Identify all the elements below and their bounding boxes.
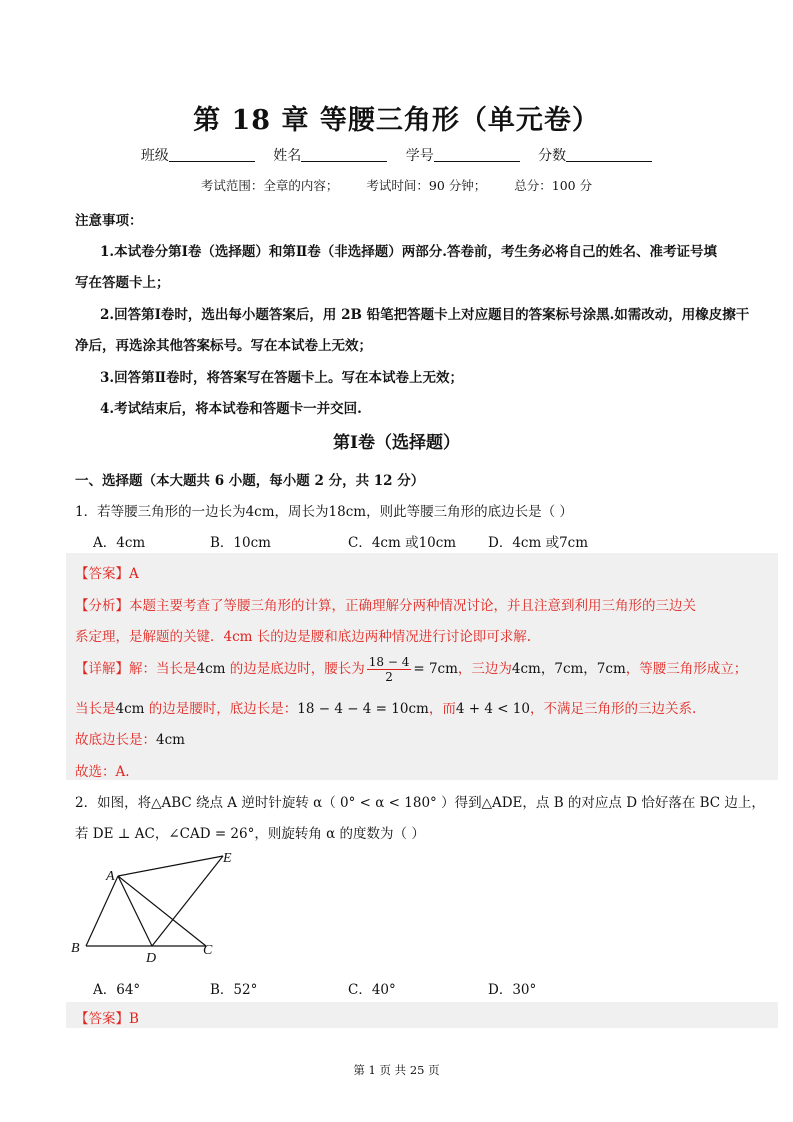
- q1-analysis-text-a: 本题主要考查了等腰三角形的计算，正确理解分两种情况讨论，并且注意到利用三角形的三边关: [129, 598, 696, 614]
- student-info-line: [0, 145, 793, 165]
- q1-detail-text: ，等腰三角形成立；: [625, 661, 748, 677]
- segment-ae: [118, 856, 223, 876]
- notice-item-2a: 2.回答第Ⅰ卷时，选出每小题答案后，用 2B 铅笔把答题卡上对应题目的答案标号涂黑.如需改动，用橡皮擦干: [100, 307, 750, 323]
- q1-detail-label: 【详解】: [75, 661, 129, 677]
- notice-item-2b: 净后，再选涂其他答案标号。写在本试卷上无效；: [75, 338, 372, 354]
- q2-answer-label: 【答案】: [75, 1011, 129, 1027]
- name-label: 姓名: [273, 148, 302, 164]
- segment-ac: [118, 876, 206, 946]
- q1-answer: [75, 562, 139, 582]
- q2-triangle-diagram: [66, 846, 246, 966]
- q1-fraction-numerator: 18 − 4: [368, 655, 410, 669]
- q1-analysis-b: 系定理，是解题的关键．4cm 长的边是腰和底边两种情况进行讨论即可求解.: [75, 629, 532, 645]
- q2-option-d: D．30°: [488, 982, 537, 998]
- label-e: E: [223, 851, 232, 866]
- q1-conclusion-value: 4cm: [156, 732, 185, 748]
- q2-option-c: C．40°: [348, 982, 396, 998]
- exam-scope: [0, 176, 793, 194]
- page-footer: 第 1 页 共 25 页: [353, 1063, 440, 1077]
- id-label: 学号: [405, 148, 434, 164]
- q1-option-b: B．10cm: [210, 535, 271, 551]
- q2-answer: [75, 1007, 139, 1027]
- q1-detail-text: 的边是底边时，腰长为: [225, 661, 365, 677]
- q1-detail-value: 4cm: [196, 661, 226, 677]
- score-label: 分数: [538, 148, 567, 164]
- q2-solution-box: [66, 1002, 778, 1028]
- q1-choice: 故选：A.: [75, 764, 130, 780]
- q2-stem-a: 2．如图，将△ABC 绕点 A 逆时针旋转 α（ 0° < α < 180° ）得到△ADE，点 B 的对应点 D 恰好落在 BC 边上，: [75, 795, 765, 811]
- class-blank[interactable]: [169, 147, 255, 162]
- page-title: 第 18 章 等腰三角形（单元卷）: [193, 105, 600, 136]
- section-title: 第Ⅰ卷（选择题）: [333, 433, 460, 453]
- q1-detail-value: 4 + 4 < 10: [455, 701, 530, 717]
- segment-ad: [118, 876, 152, 946]
- q1-analysis-a: [75, 594, 696, 614]
- q1-detail-text: 当长是: [75, 701, 116, 717]
- q1-detail-value: = 7cm: [413, 661, 458, 677]
- q1-option-c: C．4cm 或10cm: [348, 535, 457, 551]
- q1-detail-text: ，三边为: [457, 661, 512, 677]
- q2-stem-b: 若 DE ⊥ AC，∠CAD = 26°，则旋转角 α 的度数为（ ）: [75, 826, 425, 842]
- q1-conclusion-text: 故底边长是：: [75, 732, 156, 748]
- q1-detail-value: 4cm: [115, 701, 145, 717]
- notice-heading: 注意事项：: [75, 213, 143, 229]
- q1-option-a: A．4cm: [93, 535, 146, 551]
- part-heading: 一、选择题（本大题共 6 小题，每小题 2 分，共 12 分）: [75, 473, 425, 489]
- segment-de: [152, 856, 223, 946]
- exam-total: 总分：100 分: [514, 178, 593, 193]
- score-blank[interactable]: [566, 147, 652, 162]
- q1-detail-text: ，不满足三角形的三边关系.: [530, 701, 697, 717]
- q1-answer-label: 【答案】: [75, 566, 129, 582]
- label-a: A: [106, 869, 115, 884]
- q1-detail-text: 解：当长是: [129, 661, 197, 677]
- label-c: C: [203, 943, 213, 958]
- q1-fraction-denominator: 2: [385, 670, 393, 684]
- notice-item-3: 3.回答第Ⅱ卷时，将答案写在答题卡上。写在本试卷上无效；: [100, 370, 463, 386]
- q1-stem: 1．若等腰三角形的一边长为4cm，周长为18cm，则此等腰三角形的底边长是（ ）: [75, 504, 573, 520]
- class-label: 班级: [140, 148, 169, 164]
- q1-fraction: [367, 655, 412, 684]
- q1-detail-text: 的边是腰时，底边长是：: [144, 701, 298, 717]
- name-blank[interactable]: [301, 147, 387, 162]
- q1-detail-value: 18 − 4 − 4 = 10cm: [297, 701, 429, 717]
- q1-analysis-label: 【分析】: [75, 598, 129, 614]
- q1-detail-text: ，而: [428, 701, 456, 717]
- q2-answer-value: B: [129, 1011, 139, 1027]
- segment-ab: [86, 876, 118, 946]
- notice-item-4: 4.考试结束后，将本试卷和答题卡一并交回.: [100, 401, 362, 417]
- label-b: B: [71, 941, 80, 956]
- exam-range: 考试范围：全章的内容；: [200, 178, 339, 193]
- q1-detail-line-1: [75, 652, 747, 686]
- q1-answer-value: A: [129, 566, 139, 582]
- q2-option-b: B．52°: [210, 982, 258, 998]
- notice-item-1a: 1.本试卷分第Ⅰ卷（选择题）和第Ⅱ卷（非选择题）两部分.答卷前，考生务必将自己的姓名、准考证号填: [100, 244, 717, 260]
- q1-detail-line-2: [75, 697, 696, 717]
- q1-detail-value: 4cm，7cm，7cm: [511, 661, 626, 677]
- q1-conclusion: [75, 728, 185, 748]
- q1-option-d: D．4cm 或7cm: [488, 535, 589, 551]
- id-blank[interactable]: [434, 147, 520, 162]
- label-d: D: [146, 951, 157, 966]
- q2-option-a: A．64°: [93, 982, 141, 998]
- exam-time: 考试时间：90 分钟；: [366, 178, 487, 193]
- notice-item-1b: 写在答题卡上；: [75, 275, 170, 291]
